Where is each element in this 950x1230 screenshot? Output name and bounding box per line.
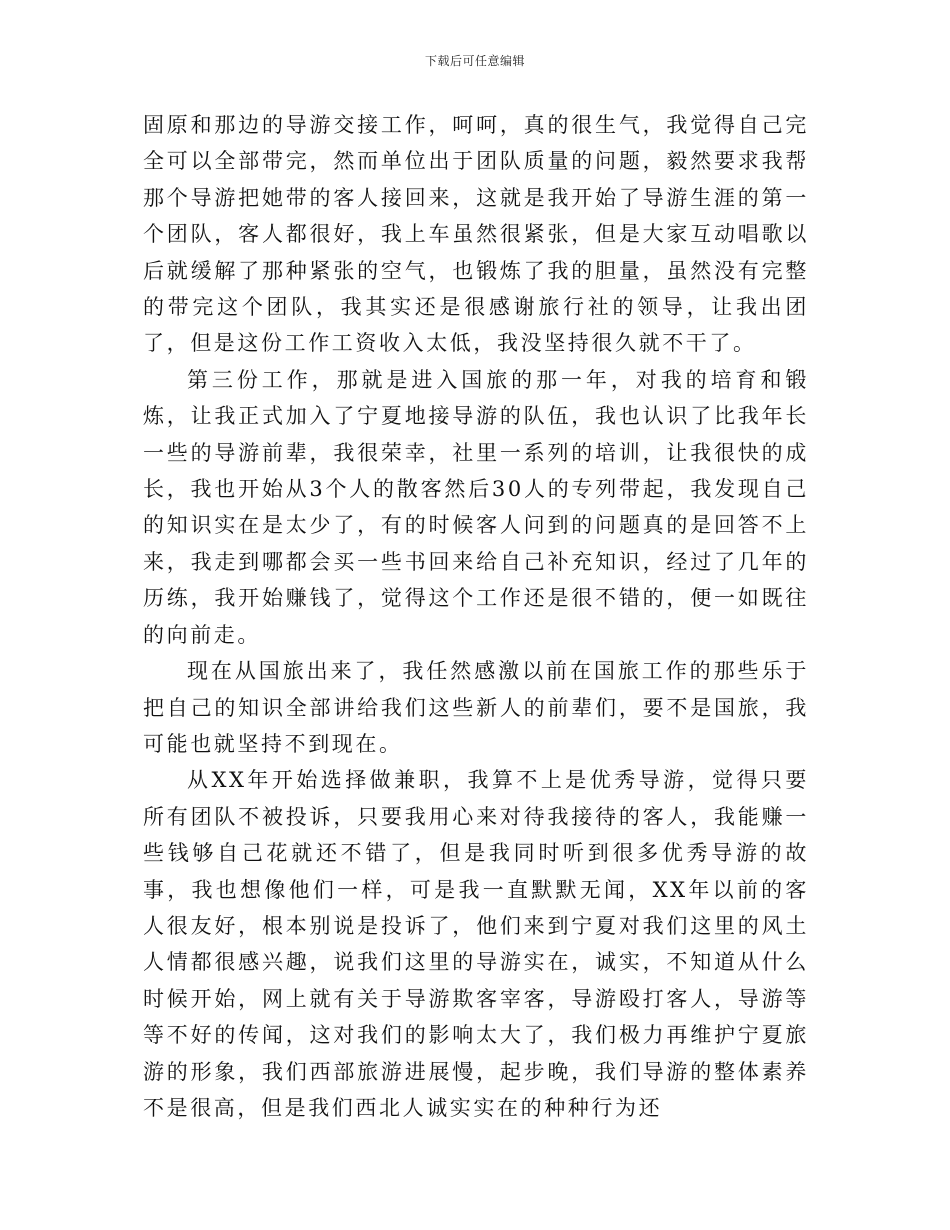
page-header: 下载后可任意编辑 (424, 54, 525, 68)
paragraph-2: 第三份工作，那就是进入国旅的那一年，对我的培育和锻炼，让我正式加入了宁夏地接导游的队伍，我也认识了比我年长一些的导游前辈，我很荣幸，社里一系列的培训，让我很快的成长，我也开始从3个人的散客然后30人的专列带起，我发现自己的知识实在是太少了，有的时候客人问到的问题真的是回答不上来，我走到哪都会买一些书回来给自己补充知识，经过了几年的历练，我开始赚钱了，觉得这个工作还是很不错的，便一如既往的向前走。 (143, 367, 809, 647)
paragraph-4: 从XX年开始选择做兼职，我算不上是优秀导游，觉得只要所有团队不被投诉，只要我用心来对待我接待的客人，我能赚一些钱够自己花就还不错了，但是我同时听到很多优秀导游的故事，我也想像他们一样，可是我一直默默无闻，XX年以前的客人很友好，根本别说是投诉了，他们来到宁夏对我们这里的风土人情都很感兴趣，说我们这里的导游实在，诚实，不知道从什么时候开始，网上就有关于导游欺客宰客，导游殴打客人，导游等等不好的传闻，这对我们的影响太大了，我们极力再维护宁夏旅游的形象，我们西部旅游进展慢，起步晚，我们导游的整体素养不是很高，但是我们西北人诚实实在的种种行为还 (143, 768, 809, 1120)
paragraph-3: 现在从国旅出来了，我任然感激以前在国旅工作的那些乐于把自己的知识全部讲给我们这些新人的前辈们，要不是国旅，我可能也就坚持不到现在。 (143, 659, 809, 756)
paragraph-1: 固原和那边的导游交接工作，呵呵，真的很生气，我觉得自己完全可以全部带完，然而单位出于团队质量的问题，毅然要求我帮那个导游把她带的客人接回来，这就是我开始了导游生涯的第一个团队，客人都很好，我上车虽然很紧张，但是大家互动唱歌以后就缓解了那种紧张的空气，也锻炼了我的胆量，虽然没有完整的带完这个团队，我其实还是很感谢旅行社的领导，让我出团了，但是这份工作工资收入太低，我没坚持很久就不干了。 (143, 113, 809, 356)
document-body (143, 107, 809, 1126)
